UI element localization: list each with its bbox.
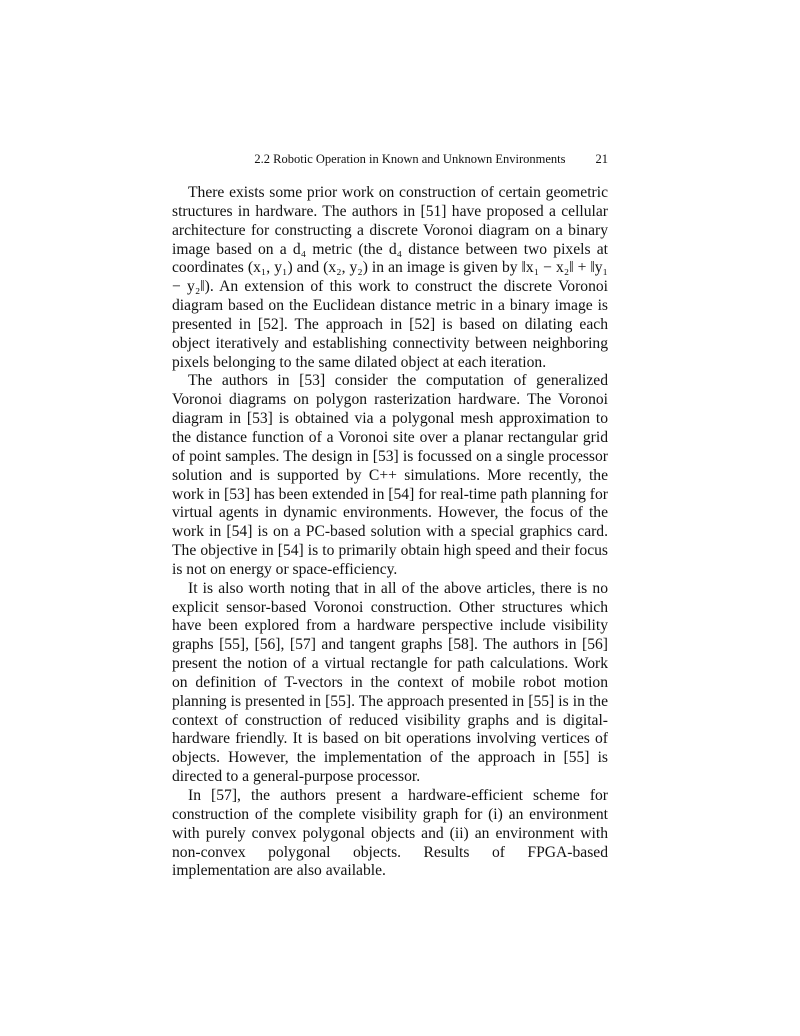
paragraph-2: The authors in [53] consider the computation of generalized Voronoi diagrams on polygon rasterization hardware. The Voronoi diagram in [53] is obtained via a polygonal mesh approximation to the distance function of a Voronoi site over a planar rectangular grid of point samples. The design in [53] is focussed on a single processor solution and is supported by C++ simulations. More recently, the work in [53] has been extended in [54] for real-time path planning for virtual agents in dynamic environments. However, the focus of the work in [54] is on a PC-based solution with a special graphics card. The objective in [54] is to primarily obtain high speed and their focus is not on energy or space-efficiency.: [172, 372, 608, 578]
paragraph-1: There exists some prior work on construction of certain geometric structures in hardware. The authors in [51] have proposed a cellular architecture for constructing a discrete Voronoi diagram on a binary image based on a d₄ metric (the d₄ distance between two pixels at coordinates (x₁, y₁) and (x₂, y₂) in an image is given by ‖x₁ − x₂‖ + ‖y₁ − y₂‖). An extension of this work to construct the discrete Voronoi diagram based on the Euclidean distance metric in a binary image is presented in [52]. The approach in [52] is based on dilating each object iteratively and establishing connectivity between neighboring pixels belonging to the same dilated object at each iteration.: [172, 184, 608, 371]
book-page: [172, 152, 608, 881]
paragraph-3: It is also worth noting that in all of the above articles, there is no explicit sensor-based Voronoi construction. Other structures which have been explored from a hardware perspective include visibility graphs [55], [56], [57] and tangent graphs [58]. The authors in [56] present the notion of a virtual rectangle for path calculations. Work on definition of T-vectors in the context of mobile robot motion planning is presented in [55]. The approach presented in [55] is in the context of construction of reduced visibility graphs and is digital-hardware friendly. It is based on bit operations involving vertices of objects. However, the implementation of the approach in [55] is directed to a general-purpose processor.: [172, 579, 608, 786]
body-text: [172, 184, 608, 881]
running-head: [172, 152, 608, 174]
page-number: 21: [595, 152, 608, 166]
section-title: 2.2 Robotic Operation in Known and Unknown Environments: [254, 152, 566, 166]
paragraph-4: In [57], the authors present a hardware-efficient scheme for construction of the complete visibility graph for (i) an environment with purely convex polygonal objects and (ii) an environment with non-convex polygonal objects. Results of FPGA-based implementation are also available.: [172, 787, 608, 880]
